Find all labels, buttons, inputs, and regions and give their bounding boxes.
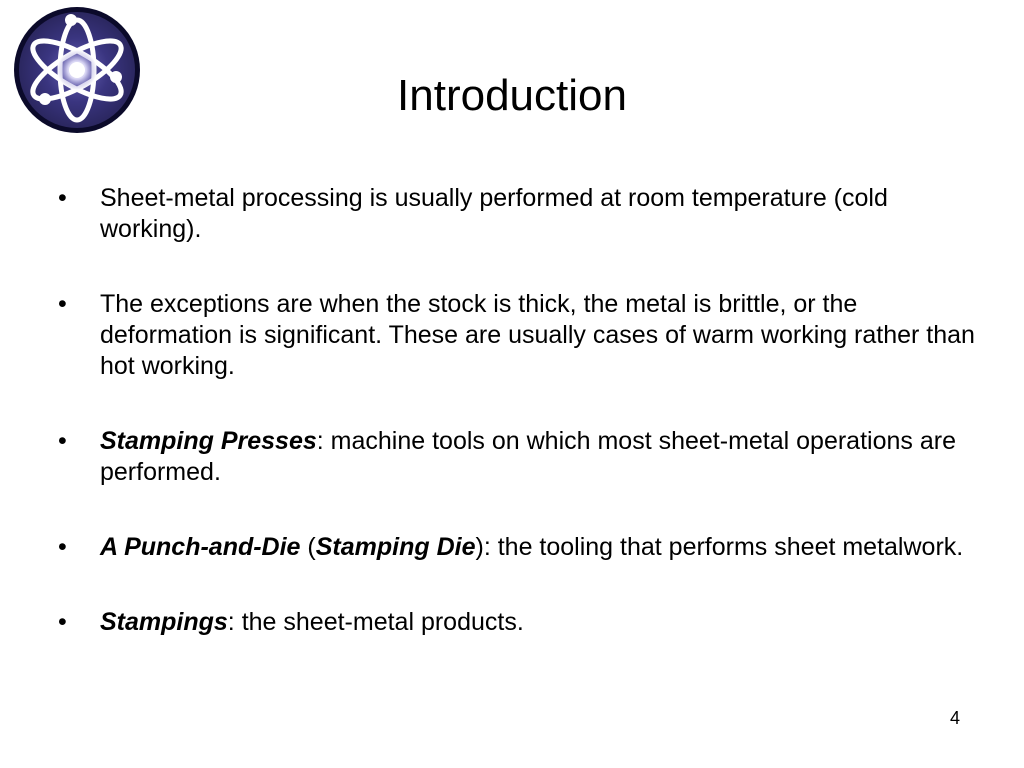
bullet-marker: • — [58, 608, 67, 636]
bullet-item — [58, 426, 978, 488]
bullet-marker: • — [58, 427, 67, 455]
bullet-term: Stampings — [100, 608, 228, 636]
bullet-text: ): the tooling that performs sheet metalwork. — [475, 533, 964, 561]
bullet-text: : the sheet-metal products. — [227, 608, 524, 636]
bullet-term: Stamping Presses — [100, 427, 317, 455]
bullet-term: A Punch-and-Die — [100, 533, 301, 561]
bullet-list — [58, 183, 978, 682]
bullet-item — [58, 289, 978, 382]
bullet-text: : machine tools on which most sheet-metal operations are performed. — [100, 427, 956, 486]
bullet-marker: • — [58, 290, 67, 318]
bullet-item — [58, 607, 978, 638]
slide-title: Introduction — [397, 71, 627, 120]
bullet-item — [58, 183, 978, 245]
bullet-term-secondary: Stamping Die — [315, 533, 476, 561]
page-number: 4 — [949, 708, 960, 728]
bullet-paren: ( — [300, 533, 316, 561]
bullet-text: The exceptions are when the stock is thick, the metal is brittle, or the deformation is significant. These are usually cases of warm working rather than hot working. — [100, 290, 975, 380]
bullet-item — [58, 532, 978, 563]
bullet-marker: • — [58, 184, 67, 212]
bullet-marker: • — [58, 533, 67, 561]
bullet-text: Sheet-metal processing is usually performed at room temperature (cold working). — [100, 184, 888, 243]
